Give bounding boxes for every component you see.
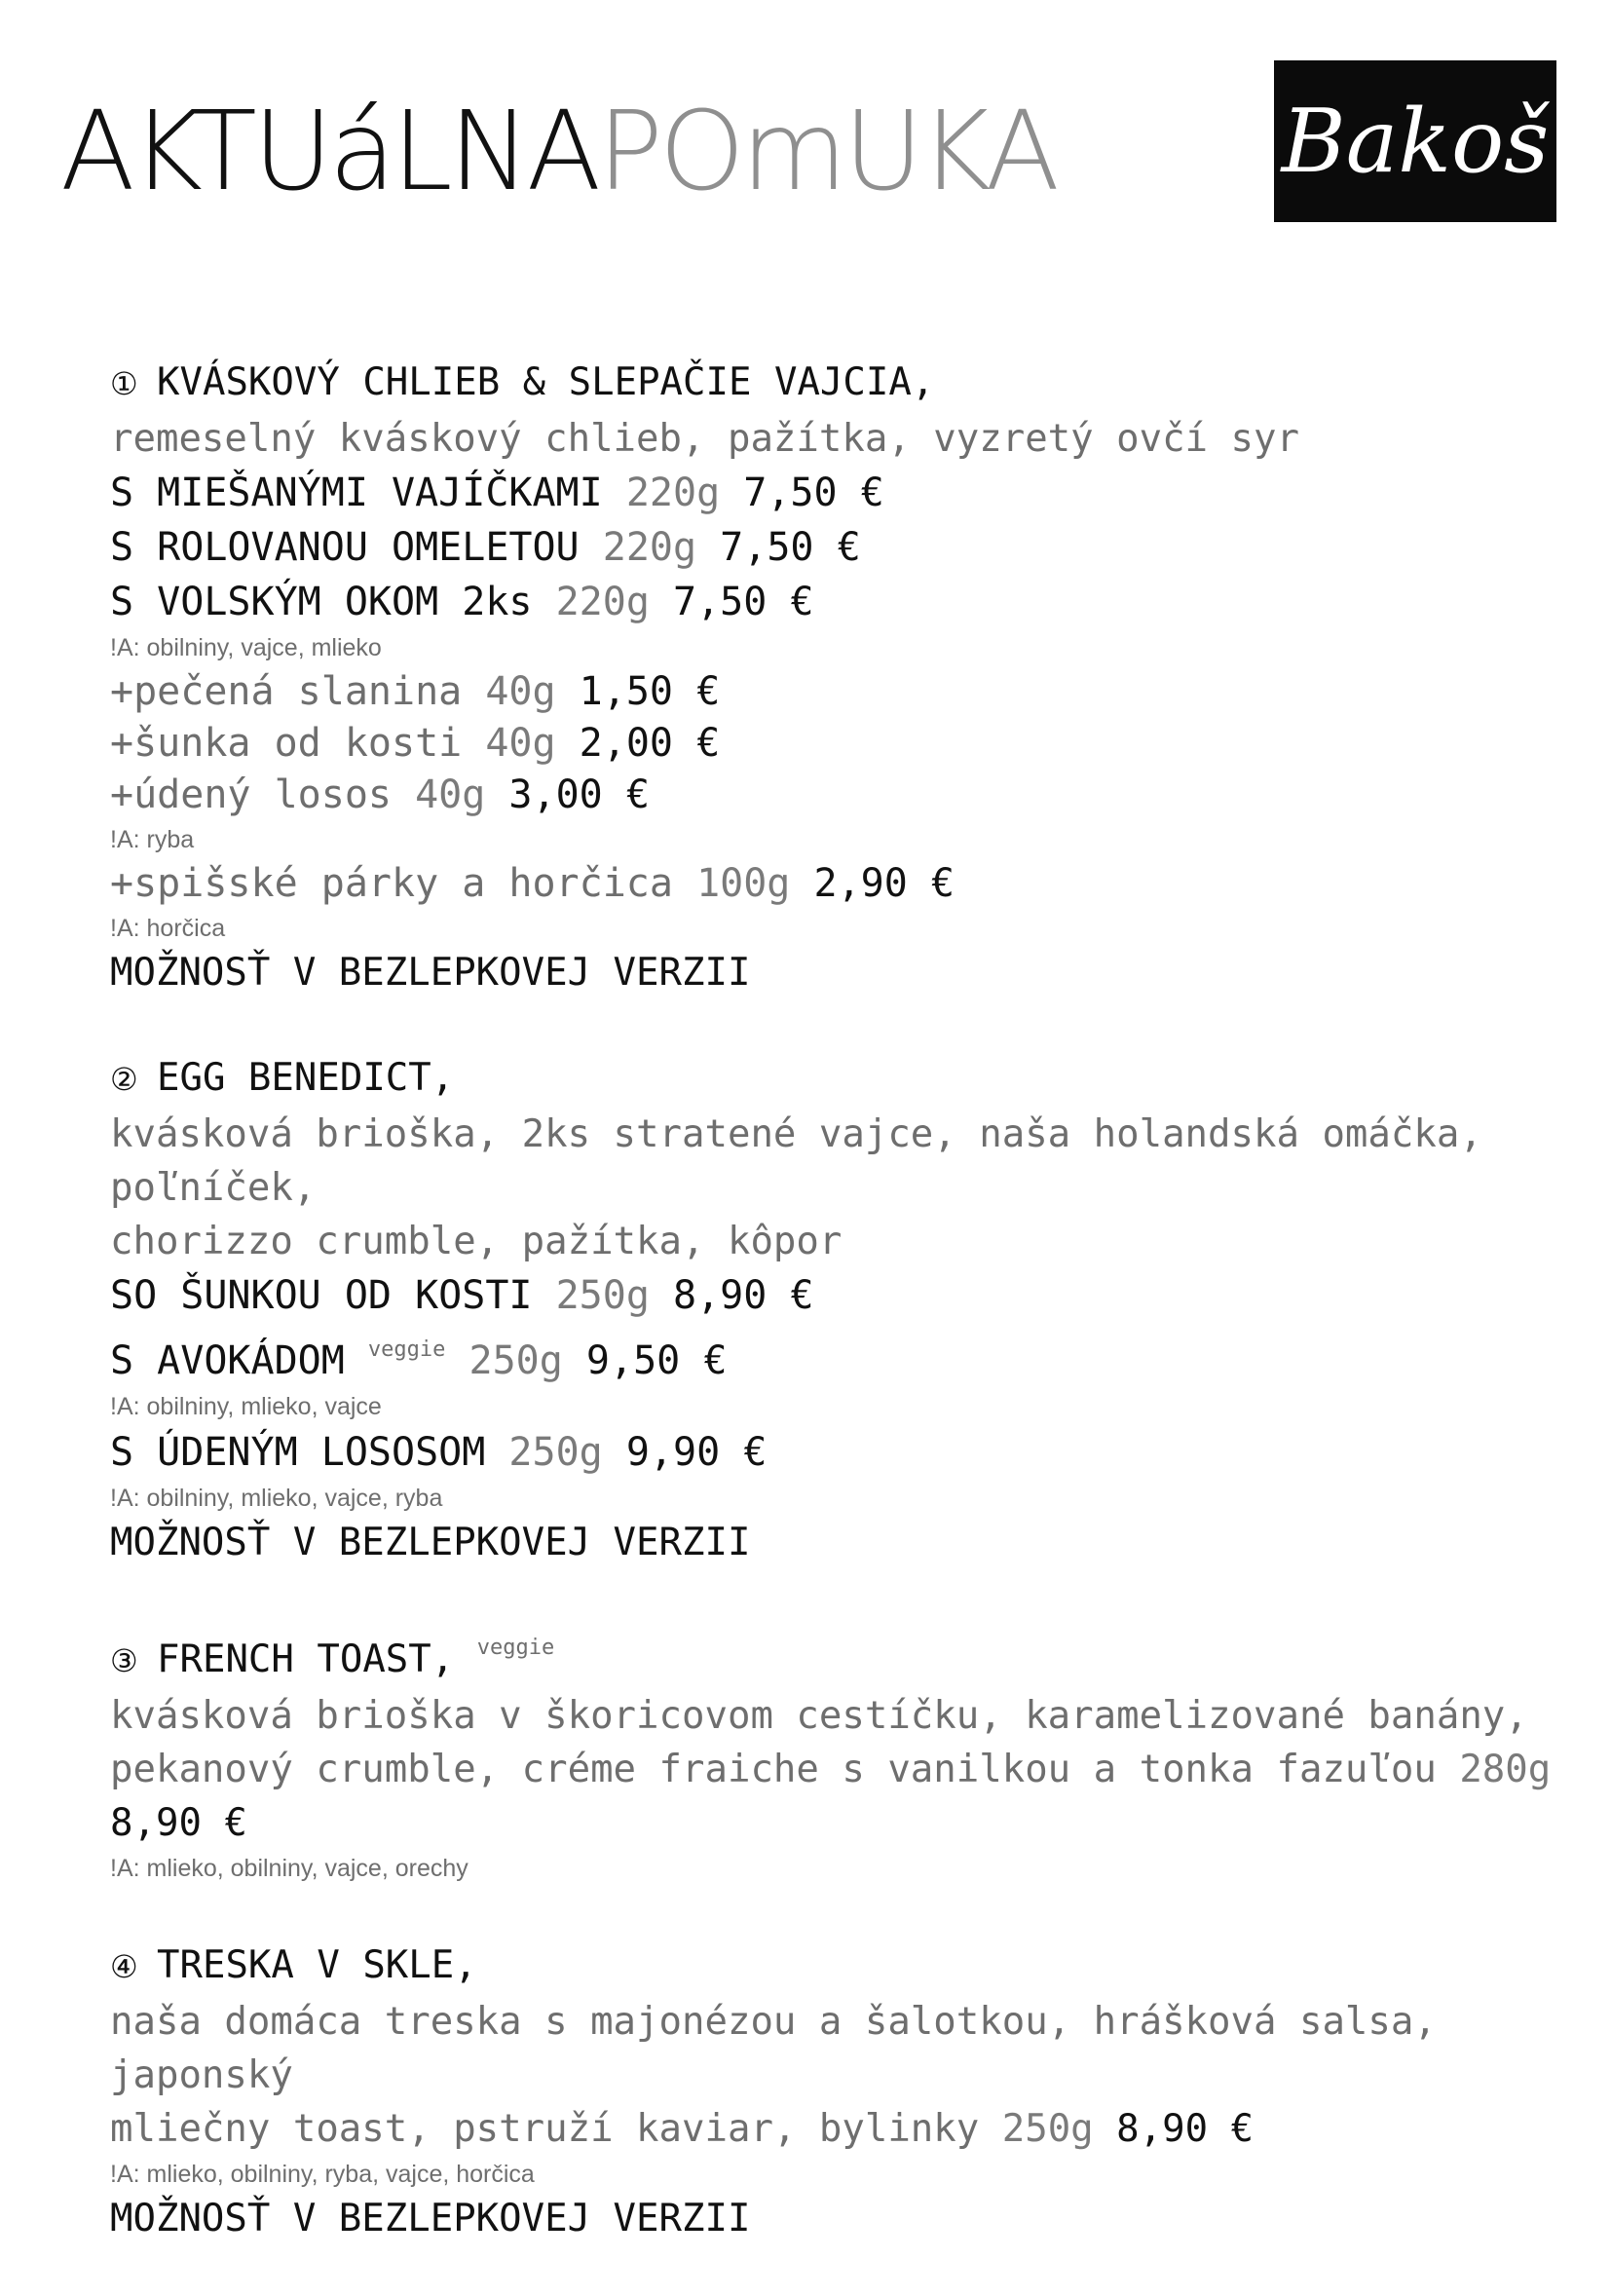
menu-list: [110, 355, 1552, 2296]
variant-name: S ÚDENÝM LOSOSOM: [110, 1430, 486, 1475]
dish-number: ③: [110, 1642, 138, 1679]
variant-weight: 220g: [602, 525, 697, 570]
addon-name: +pečená slanina: [110, 669, 463, 714]
menu-item-1: [110, 355, 1552, 999]
variant-weight: 220g: [625, 470, 721, 515]
variant-price: 9,90 €: [625, 1430, 768, 1475]
variant-price: 8,90 €: [673, 1273, 814, 1318]
dish-title: [110, 355, 1552, 412]
dish-weight: 280g: [1459, 1748, 1552, 1791]
dish-name: EGG BENEDICT,: [157, 1056, 455, 1100]
variant-name: S ROLOVANOU OMELETOU: [110, 525, 580, 570]
addon-price: 1,50 €: [579, 669, 721, 714]
variant: [110, 1425, 1552, 1480]
addon-name: +údený losos: [110, 772, 392, 817]
bakos-logo: [1274, 60, 1556, 222]
dish-number: ④: [110, 1948, 138, 1985]
dish-number: ②: [110, 1061, 138, 1098]
description-text: pekanový crumble, créme fraiche s vanilkou a tonka fazuľou: [110, 1748, 1437, 1791]
addon: [110, 718, 1552, 770]
variant-weight: 220g: [555, 580, 650, 624]
dish-name: TRESKA V SKLE,: [157, 1943, 477, 1987]
addon: [110, 770, 1552, 821]
dish-description: [110, 1743, 1552, 1850]
title-dark-part: AKTUáLNA: [60, 89, 598, 215]
addon-name: +šunka od kosti: [110, 721, 463, 766]
allergen-note: !A: horčica: [110, 915, 226, 942]
allergen-note: !A: obilniny, vajce, mlieko: [110, 634, 382, 661]
dish-name: FRENCH TOAST,: [157, 1637, 455, 1681]
allergen-note: !A: ryba: [110, 826, 195, 853]
addon-weight: 100g: [696, 861, 791, 906]
dish-description: chorizzo crumble, pažítka, kôpor: [110, 1220, 843, 1263]
dish-title: [110, 1938, 1552, 1995]
menu-item-4: [110, 1938, 1552, 2245]
variant-price: 7,50 €: [673, 580, 814, 624]
variant: [110, 520, 1552, 575]
dish-description: kvásková brioška v škoricovom cestíčku, karamelizované banány,: [110, 1694, 1528, 1738]
dish-description: naša domáca treska s majonézou a šalotkou, hrášková salsa, japonský: [110, 2000, 1437, 2097]
addon: [110, 858, 1552, 910]
variant-price: 7,50 €: [720, 525, 861, 570]
variant-price: 7,50 €: [743, 470, 884, 515]
addon-weight: 40g: [485, 669, 556, 714]
variant-name: SO ŠUNKOU OD KOSTI: [110, 1273, 533, 1318]
gluten-free-note: MOŽNOSŤ V BEZLEPKOVEJ VERZII: [110, 1521, 751, 1564]
veggie-tag: veggie: [367, 1337, 446, 1362]
variant: [110, 1323, 1552, 1388]
addon-name: +spišské párky a horčica: [110, 861, 673, 906]
description-text: mliečny toast, pstruží kaviar, bylinky: [110, 2107, 980, 2151]
gluten-free-note: MOŽNOSŤ V BEZLEPKOVEJ VERZII: [110, 951, 751, 995]
dish-price: 8,90 €: [110, 1801, 247, 1845]
dish-title: [110, 1050, 1552, 1108]
addon-price: 2,00 €: [579, 721, 721, 766]
variant-weight: 250g: [468, 1338, 563, 1383]
page-title: [60, 89, 1057, 215]
dish-title: [110, 1620, 1552, 1689]
dish-description: [110, 2102, 1552, 2156]
menu-item-3: [110, 1620, 1552, 1887]
variant: [110, 1268, 1552, 1323]
allergen-note: !A: mlieko, obilniny, ryba, vajce, horčica: [110, 2161, 535, 2188]
variant-price: 9,50 €: [585, 1338, 728, 1383]
dish-number: ①: [110, 365, 138, 402]
variant-weight: 250g: [555, 1273, 650, 1318]
dish-weight: 250g: [1001, 2107, 1094, 2151]
gluten-free-note: MOŽNOSŤ V BEZLEPKOVEJ VERZII: [110, 2197, 751, 2240]
variant-name: S AVOKÁDOM: [110, 1338, 345, 1383]
variant-weight: 250g: [508, 1430, 603, 1475]
dish-price: 8,90 €: [1116, 2107, 1255, 2151]
addon: [110, 666, 1552, 718]
allergen-note: !A: mlieko, obilniny, vajce, orechy: [110, 1855, 468, 1882]
menu-item-2: [110, 1050, 1552, 1569]
variant-name: S MIEŠANÝMI VAJÍČKAMI: [110, 470, 603, 515]
variant-name: S VOLSKÝM OKOM 2ks: [110, 580, 533, 624]
addon-price: 3,00 €: [508, 772, 650, 817]
dish-description: remeselný kváskový chlieb, pažítka, vyzretý ovčí syr: [110, 417, 1299, 461]
variant: [110, 575, 1552, 629]
allergen-note: !A: obilniny, mlieko, vajce, ryba: [110, 1485, 443, 1512]
title-light-part: POmUKA: [597, 89, 1057, 215]
addon-weight: 40g: [415, 772, 486, 817]
dish-name: KVÁSKOVÝ CHLIEB & SLEPAČIE VAJCIA,: [157, 360, 935, 404]
dish-description: kvásková brioška, 2ks stratené vajce, naša holandská omáčka, poľníček,: [110, 1112, 1482, 1210]
veggie-tag: veggie: [476, 1636, 555, 1660]
addon-price: 2,90 €: [813, 861, 955, 906]
allergen-note: !A: obilniny, mlieko, vajce: [110, 1393, 382, 1420]
addon-weight: 40g: [485, 721, 556, 766]
logo-text: Bakoš: [1281, 90, 1550, 193]
variant: [110, 466, 1552, 520]
